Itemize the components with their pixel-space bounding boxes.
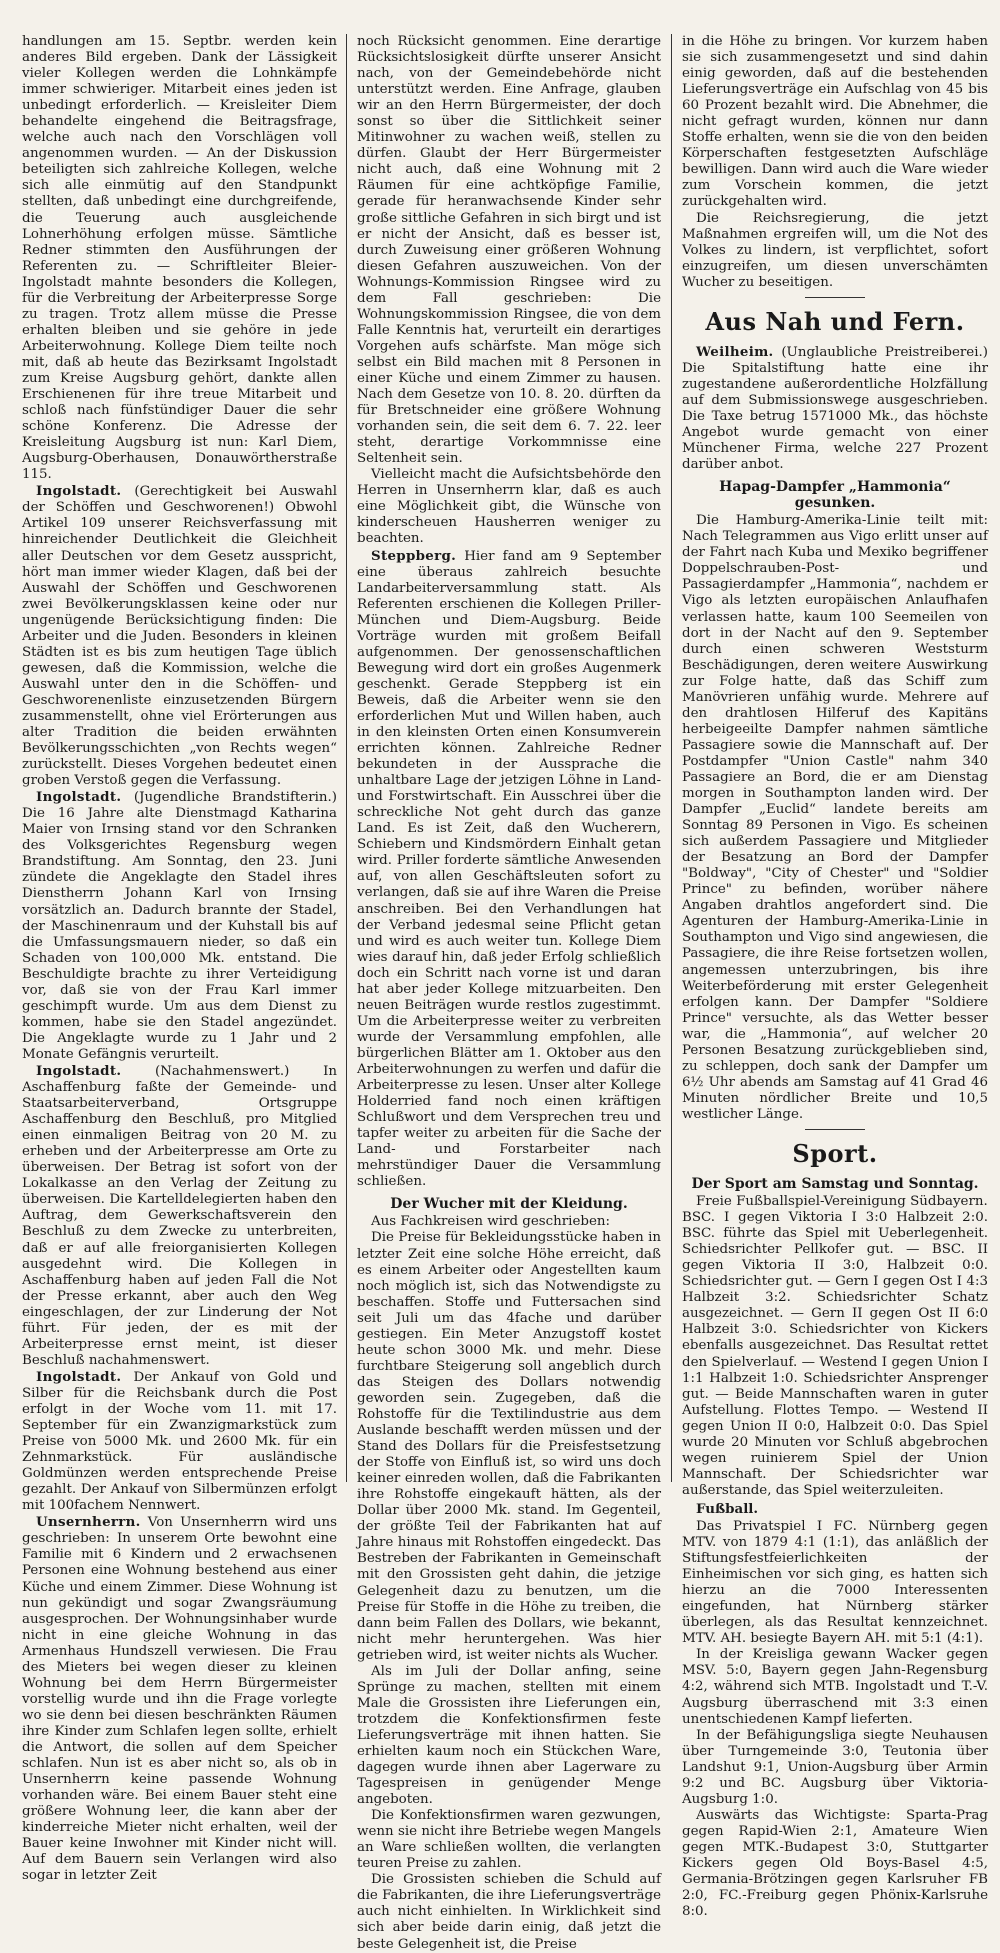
sub-heading: Fußball. xyxy=(696,1500,759,1517)
article-text: Die Reichsregierung, die jetzt Maßnahmen ergreifen will, um die Not des Volkes zu lindern, ist verpflichtet, sofort einzugreifen, um diesen unverschämten Wucher zu beseitigen. xyxy=(682,210,988,290)
article-paragraph xyxy=(22,789,337,1063)
article-paragraph xyxy=(22,1063,337,1369)
article-text: In der Kreisliga gewann Wacker gegen MSV. 5:0, Bayern gegen Jahn-Regensburg 4:2, während sich MTB. Ingolstadt und T.-V. Augsburg überraschend mit 3:3 einen unentschiedenen Kampf lieferten. xyxy=(682,1647,988,1727)
column-1 xyxy=(22,34,346,1884)
location-heading: Ingolstadt. xyxy=(36,1368,122,1385)
location-heading: Weilheim. xyxy=(696,343,774,360)
article-text: (Jugendliche Brandstifterin.) Die 16 Jahre alte Dienstmagd Katharina Maier von Irnsing stand vor den Schranken des Volksgerichtes Regensburg wegen Brandstiftung. Am Sonntag, den 23. Juni zündete die Angeklagte den Stadel ihres Dienstherrn Johann Karl von Irnsing vorsätzlich an. Dadurch brannte der Stadel, der Maschinenraum und der Kuhstall bis auf die Umfassungsmauern nieder, so daß ein Schaden von 100,000 Mk. entstand. Die Beschuldigte brachte zu ihrer Verteidigung vor, daß sie von der Frau Karl immer geschimpft wurde. Um aus dem Dienst zu kommen, habe sie den Stadel angezündet. Die Angeklagte wurde zu 1 Jahr und 2 Monate Gefängnis verurteilt. xyxy=(22,790,337,1062)
location-heading: Ingolstadt. xyxy=(36,789,122,806)
article-text: Der Ankauf von Gold und Silber für die Reichsbank durch die Post erfolgt in der Woche vom 11. mit 17. September für ein Zwanzigmarkstück zum Preise von 5000 Mk. und 2600 Mk. für ein Zehnmarkstück. Für ausländische Goldmünzen werden entsprechende Preise gezahlt. Der Ankauf von Silbermünzen erfolgt mit 100fachem Nennwert. xyxy=(22,1369,337,1514)
article-paragraph xyxy=(22,483,337,789)
article-text: Das Privatspiel I FC. Nürnberg gegen MTV. von 1879 4:1 (1:1), das anläßlich der Stiftungsfestfeierlichkeiten der Einheimischen vor sich ging, es hatten sich hierzu an die 7000 Interessenten eingefunden, hat Nürnberg stärker überlegen, als das Resultat kennzeichnet. MTV. AH. besiegte Bayern AH. mit 5:1 (4:1). xyxy=(682,1518,988,1647)
article-headline: Der Wucher mit der Kleidung. xyxy=(390,1196,628,1213)
location-heading: Ingolstadt. xyxy=(36,483,122,500)
divider xyxy=(805,1129,865,1130)
article-text: In der Befähigungsliga siegte Neuhausen über Turngemeinde 3:0, Teutonia über Landshut 9:1, Union-Augsburg über Armin 9:2 und BC. Augsburg über Viktoria-Augsburg 1:0. xyxy=(682,1727,988,1807)
article-headline: Hapag-Dampfer „Hammonia“ gesunken. xyxy=(719,479,951,512)
article-text: Die Konfektionsfirmen waren gezwungen, wenn sie nicht ihre Betriebe wegen Mangels an Ware schließen wollten, die verlangten teuren Preise zu zahlen. xyxy=(357,1808,661,1872)
article-text: (Gerechtigkeit bei Auswahl der Schöffen und Geschworenen!) Obwohl Artikel 109 unserer Reichsverfassung mit hinreichender Deutlichkeit die Gleichheit aller Deutschen vor dem Gesetz ausspricht, hört man immer wieder Klagen, daß bei der Auswahl der Schöffen und Geschworenen zwei Bevölkerungsklassen keine oder nur ungenügende Berücksichtigung finden: Die Arbeiter und die Juden. Besonders in kleinen Städten ist es bis zum heutigen Tage üblich gewesen, daß die Kommission, welche die Auswahl unter den in die Schöffen- und Geschworenenliste einzusetzenden Bürgern zusammenstellt, ohne viel Erörterungen aus alter Tradition die beiden erwähnten Bevölkerungsschichten „von Rechts wegen“ zurückstellt. Dieses Vorgehen bedeutet einen groben Verstoß gegen die Verfassung. xyxy=(22,484,337,789)
article-text: Von Unsernherrn wird uns geschrieben: In unserem Orte bewohnt eine Familie mit 6 Kindern und 2 erwachsenen Personen eine Wohnung bestehend aus einer Küche und einem Zimmer. Diese Wohnung ist nun gekündigt und sogar Zwangsräumung ausgesprochen. Der Wohnungsinhaber wurde nicht in eine gleiche Wohnung in das Armenhaus Hundszell verwiesen. Die Frau des Mieters bei wegen dieser zu kleinen Wohnung bei dem Herrn Bürgermeister vorstellig wurde und ihn die Frage vorlegte wo sie denn bei diesen beschränkten Räumen ihre Kinder zum Schlafen legen sollte, erhielt die Antwort, die sollen auf dem Speicher schlafen. Nun ist es aber nicht so, als ob in Unsernherrn keine passende Wohnung vorhanden wäre. Bei einem Bauer steht eine größere Wohnung leer, die kann aber der kinderreiche Mieter nicht erhalten, weil der Bauer keine Inwohner mit Kinder nicht will. Auf dem Bauern sein Verlangen wird also sogar in letzter Zeit xyxy=(22,1515,337,1884)
location-heading: Steppberg. xyxy=(371,547,457,564)
article-paragraph xyxy=(22,1514,337,1884)
article-text: Als im Juli der Dollar anfing, seine Sprünge zu machen, stellten mit einem Male die Grossisten ihre Lieferungen ein, trotzdem die Konfektionsfirmen feste Lieferungsverträge mit ihnen hatten. Sie erhielten kaum noch ein Stückchen Ware, dagegen wurde ihnen aber Lagerware zu Tagespreisen in genügender Menge angeboten. xyxy=(357,1663,661,1808)
section-heading: Sport. xyxy=(792,1139,878,1168)
article-text: Aus Fachkreisen wird geschrieben: xyxy=(371,1214,611,1230)
article-text: (Unglaubliche Preistreiberei.) Die Spitalstiftung hatte eine ihr zugestandene außerordentliche Holzfällung auf dem Submissionswege ausgeschrieben. Die Taxe betrug 1571000 Mk., das höchste Angebot wurde gemacht von einer Münchener Firma, welche 227 Prozent darüber anbot. xyxy=(682,344,988,473)
article-text: Die Preise für Bekleidungsstücke haben in letzter Zeit eine solche Höhe erreicht, daß es einem Arbeiter oder Angestellten kaum noch möglich ist, sich das Notwendigste zu beschaffen. Stoffe und Futtersachen sind seit Juli um das 4fache und darüber gestiegen. Ein Meter Anzugstoff kostet heute schon 3000 Mk. und mehr. Diese furchtbare Steigerung soll angeblich durch das Steigen des Dollars notwendig geworden sein. Zugegeben, daß die Rohstoffe für die Textilindustrie aus dem Auslande beschafft werden müssen und der Stand des Dollars für die Preisfestsetzung der Stoffe von Einfluß ist, so wird uns doch keiner einreden wollen, daß die Fabrikanten ihre Rohstoffe eingekauft hätten, als der Dollar über 2000 Mk. stand. Im Gegenteil, der größte Teil der Fabrikanten hat auf Jahre hinaus mit Rohstoffen eingedeckt. Das Bestreben der Fabrikanten in Gemeinschaft mit den Grossisten geht dahin, die jetzige Gelegenheit dazu zu benutzen, um die Preise für Stoffe in die Höhe zu treiben, die dann beim Fallen des Dollars, wie bekannt, nicht mehr heruntergehen. Was hier getrieben wird, ist weiter nichts als Wucher. xyxy=(357,1230,661,1663)
article-text: Hier fand am 9 September eine überaus zahlreich besuchte Landarbeiterversammlung statt. Als Referenten erschienen die Kollegen Priller-München und Diem-Augsburg. Beide Vorträge wurden mit großem Beifall aufgenommen. Der genossenschaftlichen Bewegung wird dort ein großes Augenmerk geschenkt. Gerade Steppberg ist ein Beweis, daß die Arbeiter wenn sie den erforderlichen Mut und Willen haben, auch in den kleinsten Orten einen Konsumverein errichten können. Zahlreiche Redner bekundeten in der Aussprache die unhaltbare Lage der jetzigen Löhne in Land- und Forstwirtschaft. Ein Ausschrei über die schreckliche Not geht durch das ganze Land. Es ist Zeit, daß den Wucherern, Schiebern und Kindsmördern Einhalt getan wird. Priller forderte sämtliche Anwesenden auf, von allen Geschäftsleuten sofort zu verlangen, daß sie auf ihre Waren die Preise anschreiben. Bei den Verhandlungen hat der Verband jedesmal seine Pflicht getan und wird es auch weiter tun. Kollege Diem wies darauf hin, daß jeder Erfolg schließlich doch ein Schritt nach vorne ist und daran hat aber jeder Kollege mitzuarbeiten. Den neuen Beiträgen wurde restlos zugestimmt. Um die Arbeiterpresse weiter zu verbreiten wurde der Versammlung empfohlen, alle bürgerlichen Blätter am 1. Oktober aus den Arbeiterwohnungen zu werfen und dafür die Arbeiterpresse zu lesen. Unser alter Kollege Holderried fand noch einen kräftigen Schlußwort und dem Versprechen treu und tapfer weiter zu arbeiten für die Sache der Land- und Forstarbeiter nach mehrstündiger Dauer die Versammlung schließen. xyxy=(357,548,661,1190)
article-paragraph xyxy=(357,548,661,1191)
column-3 xyxy=(671,34,988,1920)
article-text: Die Hamburg-Amerika-Linie teilt mit: Nach Telegrammen aus Vigo erlitt unser auf der Fahrt nach Kuba und Mexiko begriffener Doppelschrauben-Post- und Passagierdampfer „Hammonia“, nachdem er Vigo als letzten europäischen Anlaufhafen verlassen hatte, kaum 100 Seemeilen von dort in der Nacht auf den 9. September durch einen schweren Weststurm Beschädigungen, deren weitere Auswirkung zur Folge hatte, daß das Schiff zum Manövrieren unfähig wurde. Mehrere auf den drahtlosen Hilferuf des Kapitäns herbeigeeilte Dampfer nahmen sämtliche Passagiere sowie die Mannschaft auf. Der Postdampfer "Union Castle" nahm 340 Passagiere an Bord, die er am Dienstag morgen in Southampton landen wird. Der Dampfer „Euclid“ landete bereits am Sonntag 89 Personen in Vigo. Es scheinen sich außerdem Passagiere und Mitglieder der Besatzung an Bord der Dampfer "Boldway", "City of Chester" und "Soldier Prince" zu befinden, worüber nähere Angaben drahtlos angefordert sind. Die Agenturen der Hamburg-Amerika-Linie in Southampton und Vigo sind angewiesen, die Passagiere, die ihre Reise fortsetzen wollen, angemessen unterzubringen, bis ihre Weiterbeförderung mit erster Gelegenheit erfolgen kann. Der Dampfer "Soldiere Prince" versuchte, als das Wetter besser war, die „Hammonia“, auf welcher 20 Personen Besatzung zurückgeblieben sind, zu schleppen, doch sank der Dampfer um 6½ Uhr abends am Samstag auf 41 Grad 46 Minuten nördlicher Breite und 10,5 westlicher Länge. xyxy=(682,513,988,1122)
article-text: BSC. I gegen Viktoria I 3:0 Halbzeit 2:0. BSC. führte das Spiel mit Ueberlegenheit. Schiedsrichter Pellkofer gut. — BSC. II gegen Viktoria II 3:0, Halbzeit 0:0. Schiedsrichter gut. — Gern I gegen Ost I 4:3 Halbzeit 3:2. Schiedsrichter Schatz ausgezeichnet. — Gern II gegen Ost II 6:0 Halbzeit 3:0. Schiedsrichter von Kickers ebenfalls ausgezeichnet. Das Resultat rettet den Spielverlauf. — Westend I gegen Union I 1:1 Halbzeit 1:0. Schiedsrichter Ansprenger gut. — Beide Mannschaften waren in guter Aufstellung. Flottes Tempo. — Westend II gegen Union II 0:0, Halbzeit 0:0. Das Spiel wurde 20 Minuten vor Schluß abgebrochen wegen ruinierem Spiel der Union Mannschaft. Der Schiedsrichter war außerstande, das Spiel weiterzuleiten. xyxy=(682,1210,988,1498)
article-text: handlungen am 15. Septbr. werden kein anderes Bild ergeben. Dank der Lässigkeit vieler Kollegen werden die Lohnkämpfe immer schwieriger. Mitarbeit eines jeden ist unbedingt erforderlich. — Kreisleiter Diem behandelte eingehend die Beitragsfrage, welche auch nach den Vorschlägen voll angenommen wurden. — An der Diskussion beteiligten sich zahlreiche Kollegen, welche sich alle einmütig auf den Standpunkt stellten, daß unbedingt eine durchgreifende, die Teuerung auch ausgleichende Lohnerhöhung erfolgen müsse. Sämtliche Redner stimmten den Ausführungen der Referenten zu. — Schriftleiter Bleier-Ingolstadt mahnte besonders die Kollegen, für die Verbreitung der Arbeiterpresse Sorge zu tragen. Trotz allem müsse die Presse erhalten bleiben und sie gehöre in jede Arbeiterwohnung. Kollege Diem teilte noch mit, daß ab heute das Bezirksamt Ingolstadt zum Kreise Augsburg gehört, dankte allen Erschienenen für ihre treue Mitarbeit und schloß nach fünfstündiger Dauer die sehr schöne Konferenz. Die Adresse der Kreisleitung Augsburg ist nun: Karl Diem, Augsburg-Oberhausen, Donauwörtherstraße 115. xyxy=(22,34,337,483)
article-text: in die Höhe zu bringen. Vor kurzem haben sie sich zusammengesetzt und sind dahin einig geworden, daß auf die bestehenden Lieferungsverträge ein Aufschlag von 45 bis 60 Prozent bezahlt wird. Die Abnehmer, die nicht gefragt wurden, können nur dann Stoffe erhalten, wenn sie die von den beiden Körperschaften festgesetzten Aufschläge bewilligen. Dann wird auch die Ware wieder zum Vorschein kommen, die jetzt zurückgehalten wird. xyxy=(682,34,988,210)
article-text: (Nachahmenswert.) In Aschaffenburg faßte der Gemeinde- und Staatsarbeiterverband, Ortsgruppe Aschaffenburg den Beschluß, pro Mitglied einen einmaligen Beitrag von 20 M. zu erheben und der Arbeiterpresse am Orte zu überweisen. Der Betrag ist sofort von der Lokalkasse an den Verlag der Zeitung zu überweisen. Die Kartelldelegierten haben den Auftrag, dem Gewerkschaftsverein den Beschluß zu dem Zwecke zu unterbreiten, daß er auf alle freiorganisierten Kollegen ausgedehnt wird. Die Kollegen in Aschaffenburg haben auf jeden Fall die Not der Presse erkannt, aber auch den Weg eingeschlagen, der zur Linderung der Not führt. Für jeden, der es mit der Arbeiterpresse ernst meint, ist dieser Beschluß nachahmenswert. xyxy=(22,1064,337,1368)
article-text: noch Rücksicht genommen. Eine derartige Rücksichtslosigkeit dürfte unserer Ansicht nach, von der Gemeindebehörde nicht unterstützt werden. Eine Anfrage, glauben wir an den Herrn Bürgermeister, der doch sonst so über die Sittlichkeit seiner Mitinwohner zu wachen weiß, stellen zu dürfen. Glaubt der Herr Bürgermeister nicht auch, daß eine Wohnung mit 2 Räumen für eine achtköpfige Familie, gerade für heranwachsende Kinder sehr große sittliche Gefahren in sich birgt und ist er nicht der Ansicht, daß es besser ist, durch Zuweisung einer größeren Wohnung diesen Gefahren auszuweichen. Von der Wohnungs-Kommission Ringsee wird zu dem Fall geschrieben: Die Wohnungskommission Ringsee, die von dem Falle Kenntnis hat, verurteilt ein derartiges Vorgehen aufs schärfste. Man möge sich selbst ein Bild machen mit 8 Personen in einer Küche und einem Zimmer zu hausen. Nach dem Gesetze von 10. 8. 20. dürften da für Bretschneider eine größere Wohnung vorhanden sein, die seit dem 6. 7. 22. leer steht, derartige Vorkommnisse eine Seltenheit sein. xyxy=(357,34,661,467)
column-2 xyxy=(346,34,671,1952)
location-heading: Unsernherrn. xyxy=(36,1514,141,1531)
section-heading: Aus Nah und Fern. xyxy=(705,306,965,336)
columns xyxy=(22,34,988,1952)
article-paragraph xyxy=(22,1369,337,1514)
article-paragraph xyxy=(682,344,988,473)
article-headline: Der Sport am Samstag und Sonntag. xyxy=(691,1176,979,1192)
location-heading: Ingolstadt. xyxy=(36,1063,122,1079)
article-text: Vielleicht macht die Aufsichtsbehörde den Herren in Unsernherrn klar, daß es auch eine Möglichkeit gibt, die Wünsche von kinderscheuen Hausherren weniger zu beachten. xyxy=(357,467,661,547)
article-text: Freie Fußballspiel-Vereinigung Südbayern. xyxy=(696,1194,988,1210)
divider xyxy=(805,297,865,298)
article-text: Auswärts das Wichtigste: Sparta-Prag gegen Rapid-Wien 2:1, Amateure Wien gegen MTK.-Budapest 3:0, Stuttgarter Kickers gegen Old Boys-Basel 4:5, Germania-Brötzingen gegen Karlsruher FB 2:0, FC.-Freiburg gegen Phönix-Karlsruhe 8:0. xyxy=(682,1807,988,1920)
article-text: Die Grossisten schieben die Schuld auf die Fabrikanten, die ihre Lieferungsverträge auch nicht einhielten. In Wirklichkeit sind sich aber beide darin einig, daß jetzt die beste Gelegenheit ist, die Preise xyxy=(357,1872,661,1952)
